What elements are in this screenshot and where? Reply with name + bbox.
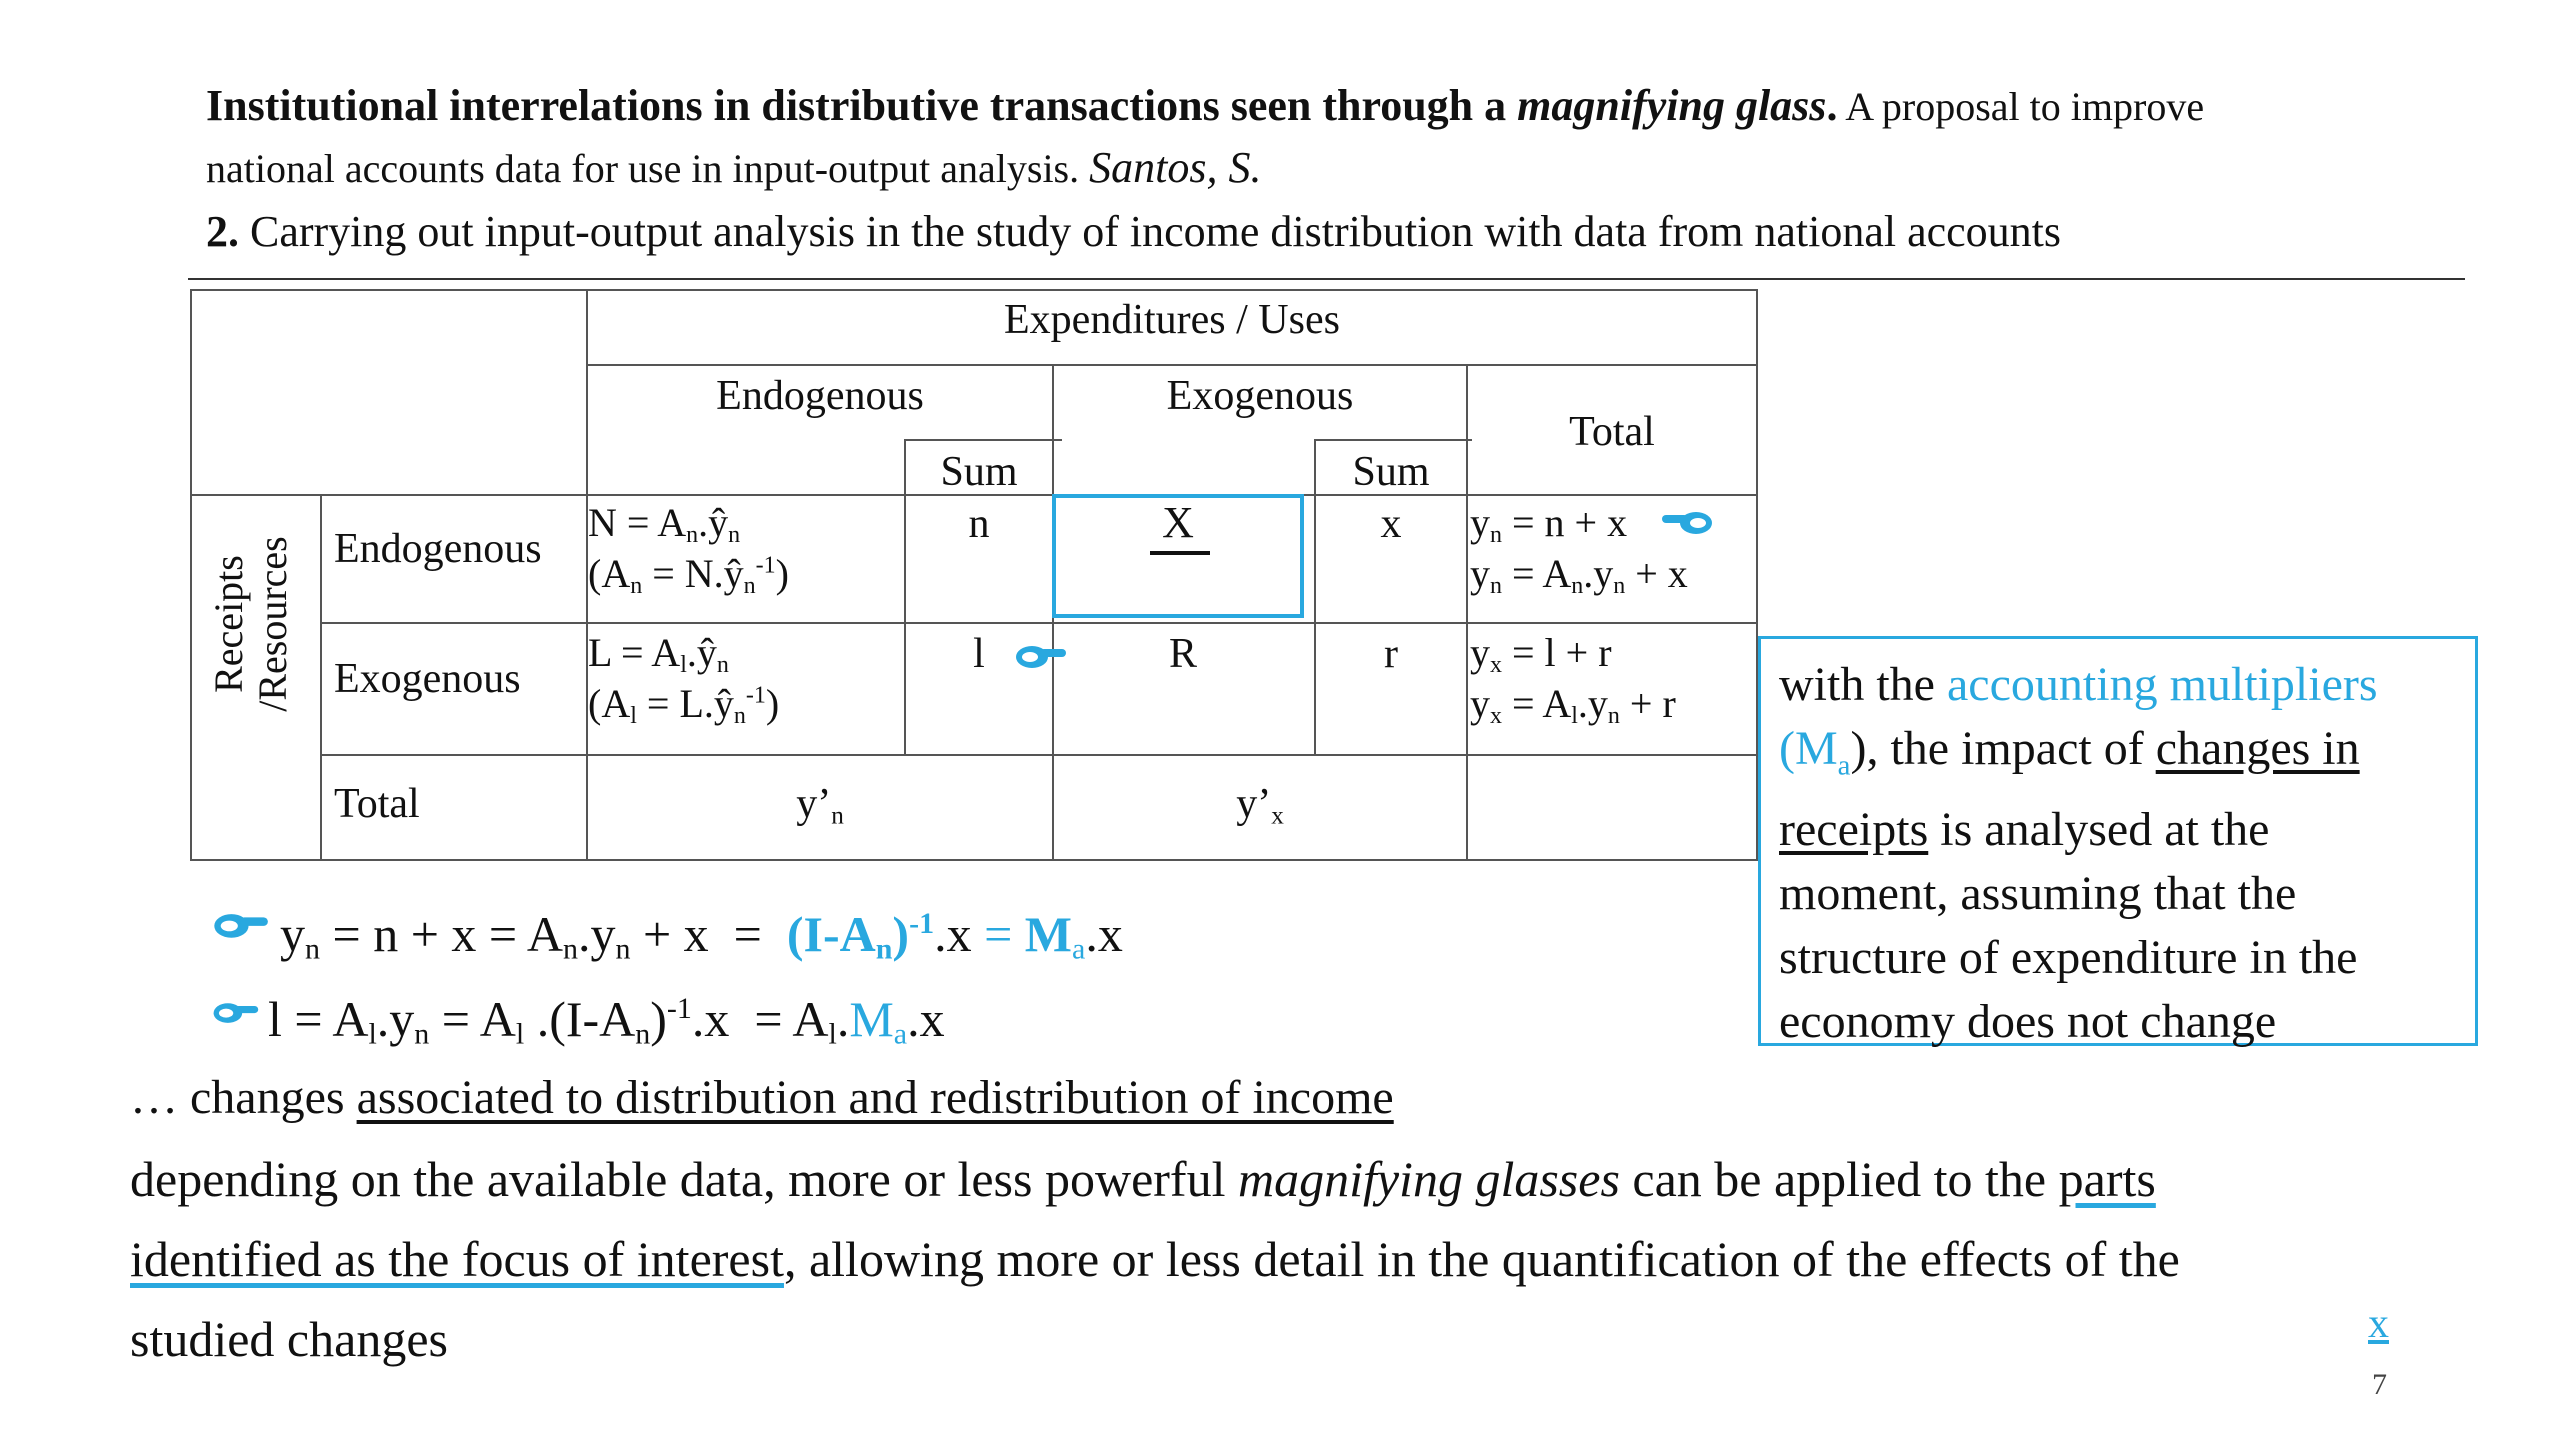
pointing-hand-icon: [210, 1000, 260, 1028]
section-title: Carrying out input-output analysis in the study of income distribution with data from national accounts: [239, 207, 2062, 256]
equation-yn-multiplier: $y_n = n + x = A_n.y_n + x = (I-A_n)^{-1}.x = M_a.x$: [280, 906, 1123, 966]
An-eq: (A: [588, 550, 631, 596]
grid-line: [320, 622, 1758, 624]
row-header-receipts-resources: [207, 494, 295, 754]
pointing-hand-icon: [1660, 507, 1716, 537]
equation-l-multiplier: $l = A_l.y_n = A_l$ $.(I-A_n)^{-1}.x = A_l.M_a.x$: [268, 991, 945, 1051]
changes-prefix: … changes: [130, 1071, 357, 1124]
changes-underlined: associated to distribution and redistribution of income: [356, 1071, 1394, 1124]
section-number: 2.: [206, 207, 239, 256]
cell-R: R: [1168, 631, 1197, 677]
header-total: Total: [1569, 409, 1655, 455]
yx-eq1: = l + r: [1512, 630, 1612, 675]
para-focus-of-interest: identified as the focus of interest: [130, 1231, 784, 1287]
header-sum-endogenous: Sum: [940, 449, 1018, 495]
row-label-exogenous: Exogenous: [334, 656, 521, 702]
callout-a: a: [1837, 749, 1851, 782]
paragraph-line-3: [130, 1310, 448, 1368]
grid-line: [190, 289, 1758, 291]
cell-y-prime-n: $y’_n$: [796, 781, 844, 830]
cell-yx-formula: $y_x = l + r$ $y_x = A_l.y_n + r$: [1470, 630, 1676, 729]
paragraph-line-1: [130, 1150, 2156, 1208]
title-italic: magnifying glass: [1517, 81, 1827, 130]
title-end: .: [1826, 81, 1838, 130]
callout-changes-in: changes in: [2155, 722, 2360, 775]
callout-text: economy does not change: [1779, 994, 2277, 1048]
row-label-endogenous: Endogenous: [334, 526, 542, 572]
callout-M: (M: [1779, 722, 1838, 775]
para-parts: parts: [2058, 1151, 2156, 1207]
para-magnifying-glasses: magnifying glasses: [1237, 1151, 1620, 1207]
slide-title: [206, 80, 2204, 131]
paragraph-line-2: [130, 1230, 2180, 1288]
callout-text: is analysed at the: [1928, 802, 2270, 856]
nav-link[interactable]: x: [2368, 1301, 2389, 1347]
para-text: , allowing more or less detail in the quantification of the effects of the: [783, 1231, 2180, 1287]
page-number: 7: [2372, 1368, 2387, 1401]
header-divider: [188, 278, 2465, 280]
resources-label: /Resources: [250, 536, 295, 712]
author: Santos, S.: [1089, 143, 1262, 192]
header-exogenous: Exogenous: [1166, 373, 1354, 419]
row-label-total: Total: [334, 781, 420, 827]
x-underline-bar: [1150, 551, 1210, 555]
para-text: studied changes: [130, 1311, 448, 1367]
cell-X: X: [1162, 498, 1194, 547]
yn-eq1: = n + x: [1512, 500, 1628, 545]
y-prime: y’: [796, 781, 832, 827]
grid-line: [586, 364, 1758, 366]
receipts-label: Receipts: [206, 555, 251, 693]
section-heading: [206, 206, 2061, 257]
callout-text: ), the impact of: [1850, 722, 2156, 775]
subtitle-a: A proposal to improve: [1837, 84, 2205, 129]
cell-N-formula: $N = A_n.ŷ_n$ ($A_n$ = $N.ŷ_n^{-1}$): [588, 500, 789, 599]
callout-accounting-multipliers: accounting multipliers: [1946, 658, 2378, 711]
para-text: depending on the available data, more or less powerful: [130, 1151, 1238, 1207]
L-eq: L = A: [588, 630, 681, 675]
changes-line: [130, 1070, 1394, 1125]
cell-x-sum: x: [1380, 501, 1402, 547]
cell-r: r: [1384, 631, 1398, 677]
pointing-hand-icon: [210, 910, 270, 944]
callout-receipts: receipts: [1779, 802, 1929, 856]
grid-line: [190, 289, 192, 861]
grid-line: [320, 754, 1758, 756]
slide-subtitle: [206, 142, 1261, 193]
grid-line: [320, 494, 322, 861]
N-eq: N = A: [588, 500, 687, 545]
yx-eq2: = A: [1512, 680, 1572, 726]
title-bold: Institutional interrelations in distributive transactions seen through a: [206, 81, 1518, 130]
Al-eq: (A: [588, 680, 631, 726]
grid-line: [1314, 439, 1472, 441]
grid-line: [904, 439, 1062, 441]
io-table: [190, 289, 1758, 861]
para-text: can be applied to the: [1619, 1151, 2059, 1207]
callout-text: moment, assuming that the: [1779, 866, 2297, 920]
header-sum-exogenous: Sum: [1352, 449, 1430, 495]
yn-eq2: = A: [1512, 550, 1572, 596]
header-endogenous: Endogenous: [716, 373, 924, 419]
cell-n: n: [968, 501, 990, 547]
callout-text: with the: [1779, 658, 1947, 711]
accounting-multipliers-callout: [1758, 636, 2478, 1046]
grid-line: [190, 859, 1758, 861]
cell-yn-formula: $y_n = n + x$ $y_n = A_n.y_n + x$: [1470, 500, 1688, 599]
subtitle-b: national accounts data for use in input-output analysis.: [206, 146, 1090, 191]
callout-text: structure of expenditure in the: [1779, 930, 2358, 984]
cell-y-prime-x: $y’_x$: [1236, 781, 1284, 830]
header-expenditures-uses: Expenditures / Uses: [1004, 297, 1340, 343]
cell-L-formula: $L = A_l.ŷ_n$ ($A_l$ = $L.ŷ_n^{-1}$): [588, 630, 780, 729]
cell-l: l: [973, 631, 985, 677]
y-prime: y’: [1236, 781, 1272, 827]
